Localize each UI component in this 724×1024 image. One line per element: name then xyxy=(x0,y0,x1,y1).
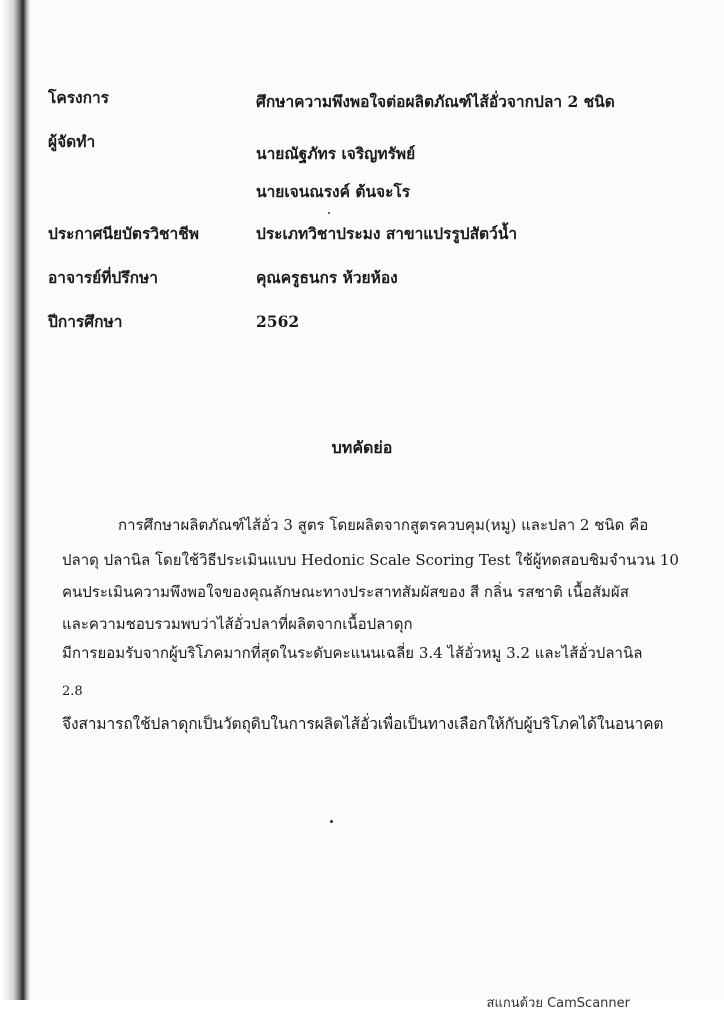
year-label: ปีการศึกษา xyxy=(48,312,123,331)
project-label: โครงการ xyxy=(48,88,110,107)
authors-row xyxy=(48,130,698,163)
scan-speck xyxy=(328,212,330,214)
certificate-label: ประกาศนียบัตรวิชาชีพ xyxy=(48,224,199,243)
scan-speck xyxy=(330,820,333,823)
advisor-value: คุณครูธนกร ห้วยห้อง xyxy=(256,268,398,287)
abstract-title: บทคัดย่อ xyxy=(331,438,393,457)
advisor-row xyxy=(48,266,698,290)
abstract-line-1: การศึกษาผลิตภัณฑ์ไส้อั่ว 3 สูตร โดยผลิตจากสูตรควบคุม(หมู) และปลา 2 ชนิด คือ xyxy=(118,516,649,534)
abstract-line-4: และความชอบรวมพบว่าไส้อั่วปลาที่ผลิตจากเนื้อปลาดุก xyxy=(62,615,413,633)
project-title: ศึกษาความพึงพอใจต่อผลิตภัณฑ์ไส้อั่วจากปลา 2 ชนิด xyxy=(256,92,615,111)
abstract-line-5: มีการยอมรับจากผู้บริโภคมากที่สุดในระดับคะแนนเฉลี่ย 3.4 ไส้อั่วหมู 3.2 และไส้อั่วปลานิล xyxy=(62,644,643,662)
abstract-line-7: จึงสามารถใช้ปลาดุกเป็นวัตถุดิบในการผลิตไส้อั่วเพื่อเป็นทางเลือกให้กับผู้บริโภคได้ในอนาคต xyxy=(62,715,664,733)
abstract-line-6: 2.8 xyxy=(62,684,83,699)
binding-shadow xyxy=(0,0,30,1000)
advisor-label: อาจารย์ที่ปรึกษา xyxy=(48,268,158,287)
abstract-line-2: ปลาดุ ปลานิล โดยใช้วิธีประเมินแบบ Hedonic Scale Scoring Test ใช้ผู้ทดสอบชิมจำนวน 10 xyxy=(62,551,679,569)
project-row xyxy=(48,86,698,110)
camscanner-watermark: สแกนด้วย CamScanner xyxy=(486,996,630,1011)
year-row xyxy=(48,310,698,334)
author-2: นายเจนณรงค์ ต้นจะโร xyxy=(256,182,411,201)
author-1: นายณัฐภัทร เจริญทรัพย์ xyxy=(256,144,416,163)
certificate-row xyxy=(48,222,698,246)
certificate-value: ประเภทวิชาประมง สาขาแปรรูปสัตว์น้ำ xyxy=(256,224,518,243)
year-value: 2562 xyxy=(256,312,300,331)
abstract-line-3: คนประเมินความพึงพอใจของคุณลักษณะทางประสาทสัมผัสของ สี กลิ่น รสชาติ เนื้อสัมผัส xyxy=(62,583,629,601)
authors-row-2 xyxy=(48,180,698,204)
authors-label: ผู้จัดทำ xyxy=(48,132,96,151)
